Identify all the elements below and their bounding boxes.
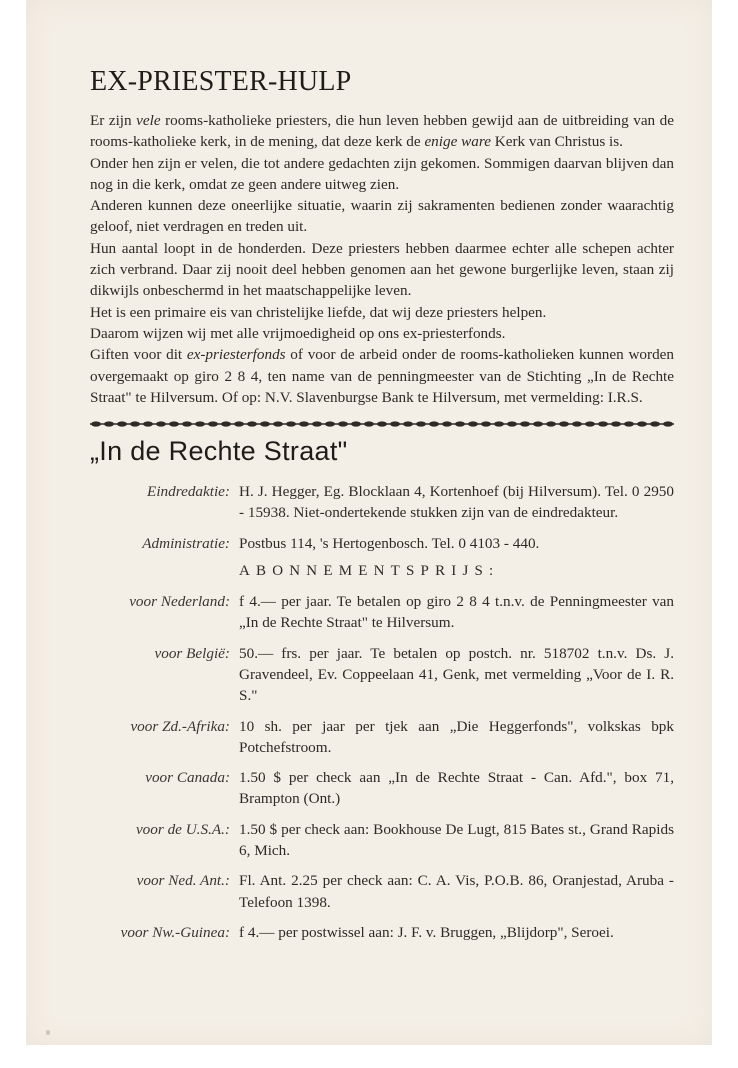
paragraph-7-text-b: of voor de arbeid onder de rooms-katholieken kunnen worden overgemaakt op giro 2 8 4, ten name van de penningmeester van de Stichting „In de Rechte Straat" te Hilversum. Of op: N.V. Slavenburgse Bank te Hilversum, met vermelding: I.R.S. [90, 346, 674, 406]
section-title-rechte-straat: „In de Rechte Straat" [90, 436, 348, 467]
paragraph-7 [90, 344, 674, 408]
divider-bead [273, 422, 283, 427]
divider-bead [585, 422, 595, 427]
price-label: voor België: [154, 644, 230, 662]
entry-value: H. J. Hegger, Eg. Blocklaan 4, Kortenhoef (bij Hilversum). Tel. 0 2950 - 15938. Niet-ondertekende stukken zijn van de eindredakteur. [239, 483, 674, 522]
divider-bead [156, 422, 166, 427]
entry-label: Eindredaktie: [147, 483, 230, 501]
divider-bead [338, 422, 348, 427]
divider-bead [494, 422, 504, 427]
divider-bead [364, 422, 374, 427]
divider-bead [234, 422, 244, 427]
paragraph-5: Het is een primaire eis van christelijke liefde, dat wij deze priesters helpen. [90, 303, 547, 321]
price-value: f 4.— per jaar. Te betalen op giro 2 8 4 t.n.v. de Penningmeester van „In de Rechte Straat" te Hilversum. [239, 593, 674, 632]
price-value: f 4.— per postwissel aan: J. F. v. Bruggen, „Blijdorp", Seroei. [239, 923, 614, 941]
divider-bead [507, 422, 517, 427]
divider-bead [637, 422, 647, 427]
paper-speck [46, 1030, 50, 1035]
divider-bead [351, 422, 361, 427]
divider-bead [442, 422, 452, 427]
price-usa [90, 819, 674, 862]
price-canada [90, 767, 674, 810]
divider-bead [598, 422, 608, 427]
divider-bead [520, 422, 530, 427]
divider-bead [390, 422, 400, 427]
divider-chain-icon [90, 420, 674, 428]
price-label: voor Nederland: [129, 593, 230, 611]
divider-bead [221, 422, 231, 427]
page-sheet [26, 0, 712, 1045]
price-value: Fl. Ant. 2.25 per check aan: C. A. Vis, P.O.B. 86, Oranjestad, Aruba - Telefoon 1398. [239, 872, 674, 911]
divider-bead [208, 422, 218, 427]
divider-bead [377, 422, 387, 427]
paragraph-1-emphasis-vele: vele [136, 112, 161, 129]
entry-administratie [90, 533, 674, 554]
price-nederland [90, 591, 674, 634]
divider-bead [416, 422, 426, 427]
paragraph-1-text-c: Kerk van Christus is. [490, 133, 623, 151]
entry-label: Administratie: [142, 534, 230, 552]
price-value: 10 sh. per jaar per tjek aan „Die Heggerfonds", volkskas bpk Potchefstroom. [239, 717, 674, 756]
paragraph-1 [90, 110, 674, 153]
divider-bead [260, 422, 270, 427]
paragraph-1-text-a: Er zijn [90, 112, 137, 129]
divider-bead [533, 422, 543, 427]
price-label: voor Canada: [145, 769, 230, 787]
divider-bead [312, 422, 322, 427]
divider-bead [195, 422, 205, 427]
paragraph-3: Anderen kunnen deze oneerlijke situatie, waarin zij sakramenten bedienen zonder waarachtig geloof, niet verdragen en treden uit. [90, 197, 674, 236]
section-title-ex-priester-hulp: EX-PRIESTER-HULP [90, 66, 352, 97]
price-nw-guinea [90, 922, 674, 943]
divider-bead [650, 422, 660, 427]
divider-bead [117, 422, 127, 427]
entry-value: Postbus 114, 's Hertogenbosch. Tel. 0 4103 - 440. [239, 534, 540, 552]
divider-bead [481, 422, 491, 427]
price-label: voor Zd.-Afrika: [130, 717, 230, 735]
price-label: voor Ned. Ant.: [136, 872, 230, 890]
divider-bead [572, 422, 582, 427]
paragraph-7-emphasis-fonds: ex-priesterfonds [186, 346, 286, 364]
divider-bead [559, 422, 569, 427]
ornamental-divider [90, 420, 674, 428]
paragraph-2: Onder hen zijn er velen, die tot andere gedachten zijn gekomen. Sommigen daarvan blijven dan nog in die kerk, omdat ze geen andere uitweg zien. [90, 154, 674, 193]
paragraph-4: Hun aantal loopt in de honderden. Deze priesters hebben daarmee echter alle schepen achter zich verbrand. Daar zij nooit deel hebben genomen aan het gewone burgerlijke leven, staan zij dikwijls onbeschermd in het maatschappelijke leven. [90, 239, 674, 300]
paragraph-1-emphasis-enige-ware: enige ware [424, 133, 491, 151]
price-zuid-afrika [90, 716, 674, 759]
divider-bead [286, 422, 296, 427]
divider-bead [182, 422, 192, 427]
price-label: voor Nw.-Guinea: [120, 923, 230, 941]
divider-bead [611, 422, 621, 427]
paragraph-1-text-b: rooms-katholieke priesters, die hun leven hebben gewijd aan de uitbreiding van de rooms-katholieke kerk, in de mening, dat deze kerk de [90, 112, 674, 151]
divider-bead [468, 422, 478, 427]
paragraph-7-text-a: Giften voor dit [90, 346, 187, 364]
paragraph-6: Daarom wijzen wij met alle vrijmoedigheid op ons ex-priesterfonds. [90, 324, 506, 342]
price-value: 50.— frs. per jaar. Te betalen op postch. nr. 518702 t.n.v. Ds. J. Gravendeel, Ev. Coppeelaan 41, Genk, met vermelding „Voor de I. R. S." [239, 644, 674, 705]
divider-bead [143, 422, 153, 427]
divider-bead [299, 422, 309, 427]
divider-bead [91, 422, 101, 427]
divider-bead [169, 422, 179, 427]
divider-bead [130, 422, 140, 427]
price-value: 1.50 $ per check aan: Bookhouse De Lugt, 815 Bates st., Grand Rapids 6, Mich. [239, 820, 674, 860]
divider-bead [455, 422, 465, 427]
divider-bead [624, 422, 634, 427]
price-value: 1.50 $ per check aan „In de Rechte Straat - Can. Afd.", box 71, Brampton (Ont.) [239, 769, 674, 808]
divider-bead [325, 422, 335, 427]
divider-bead [247, 422, 257, 427]
price-label: voor de U.S.A.: [135, 820, 230, 838]
entry-eindredaktie [90, 481, 674, 524]
divider-bead [663, 422, 673, 427]
divider-bead [429, 422, 439, 427]
article-content [90, 66, 674, 952]
price-ned-antillen [90, 870, 674, 913]
abonnementsprijs-heading: ABONNEMENTSPRIJS: [239, 563, 500, 580]
divider-bead [104, 422, 114, 427]
price-belgie [90, 643, 674, 707]
divider-bead [403, 422, 413, 427]
divider-bead [546, 422, 556, 427]
